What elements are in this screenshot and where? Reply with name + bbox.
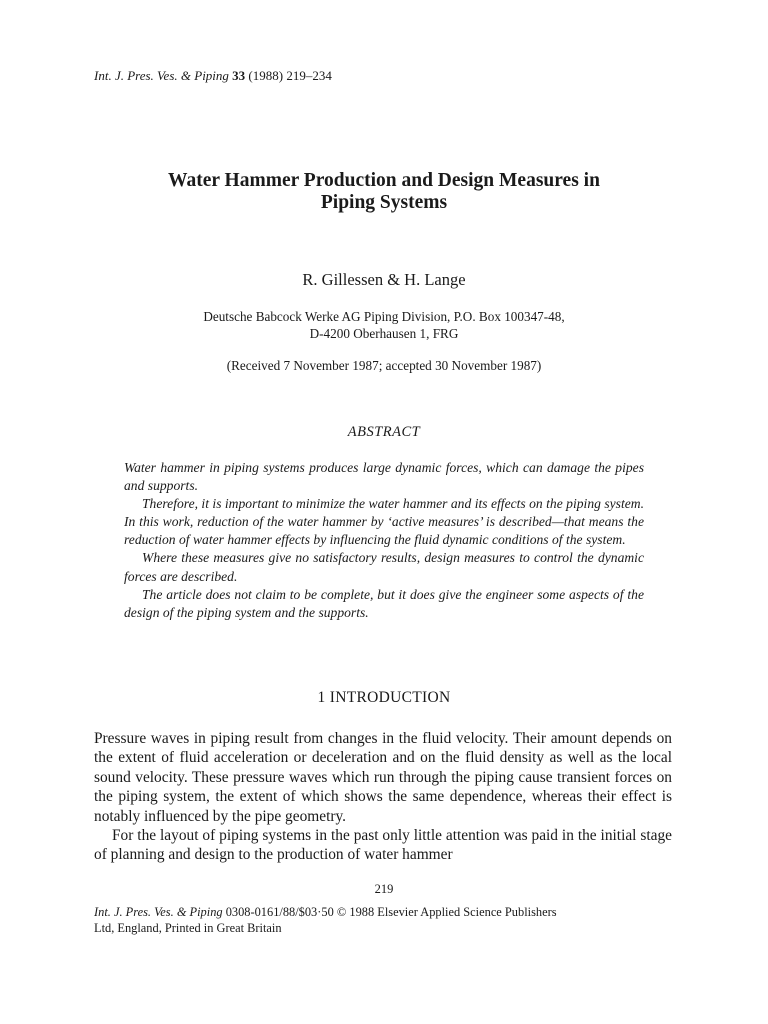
- journal-year-pages: (1988) 219–234: [248, 68, 332, 83]
- section-heading: 1 INTRODUCTION: [317, 689, 451, 706]
- affiliation-line-2: D-4200 Oberhausen 1, FRG: [309, 326, 459, 341]
- title-line-1: Water Hammer Production and Design Measures in: [168, 170, 600, 191]
- footer: [94, 904, 684, 936]
- abstract-paragraph-1: Water hammer in piping systems produces large dynamic forces, which can damage the pipes and supports.: [124, 460, 644, 494]
- journal-reference: [94, 68, 332, 84]
- footer-line-1: [94, 904, 684, 920]
- footer-line-2: Ltd, England, Printed in Great Britain: [94, 921, 282, 935]
- authors: R. Gillessen & H. Lange: [302, 270, 466, 289]
- abstract-paragraph-3: Where these measures give no satisfactory results, design measures to control the dynamic forces are described.: [124, 550, 644, 584]
- paper-title: [0, 170, 768, 214]
- introduction-body: [94, 729, 672, 865]
- abstract-body: [124, 459, 644, 622]
- affiliation-line-1: Deutsche Babcock Werke AG Piping Division, P.O. Box 100347-48,: [203, 309, 565, 324]
- abstract-heading: ABSTRACT: [347, 424, 421, 440]
- received-dates: (Received 7 November 1987; accepted 30 November 1987): [226, 358, 542, 373]
- affiliation: [0, 308, 768, 342]
- page-number: 219: [374, 882, 394, 896]
- title-line-2: Piping Systems: [320, 192, 448, 213]
- abstract-paragraph-2: Therefore, it is important to minimize the water hammer and its effects on the piping system. In this work, reduction of the water hammer by ‘active measures’ is described—that means the reduction of water hammer effects by influencing the fluid dynamic conditions of the system.: [124, 496, 644, 548]
- body-paragraph-1: Pressure waves in piping result from changes in the fluid velocity. Their amount depends on the extent of fluid acceleration or deceleration and on the fluid density as well as the local sound velocity. These pressure waves which run through the piping cause transient forces on the piping system, the extent of which shows the same dependence, whereas their effect is notably influenced by the pipe geometry.: [94, 730, 672, 825]
- abstract-paragraph-4: The article does not claim to be complete, but it does give the engineer some aspects of the design of the piping system and the supports.: [124, 586, 644, 620]
- journal-name: Int. J. Pres. Ves. & Piping: [94, 68, 229, 83]
- journal-volume: 33: [232, 68, 246, 83]
- body-paragraph-2: For the layout of piping systems in the past only little attention was paid in the initial stage of planning and design to the production of water hammer: [94, 827, 672, 864]
- footer-journal: Int. J. Pres. Ves. & Piping: [94, 905, 223, 919]
- footer-issn: 0308-0161/88/$03·50 © 1988 Elsevier Applied Science Publishers: [225, 905, 557, 919]
